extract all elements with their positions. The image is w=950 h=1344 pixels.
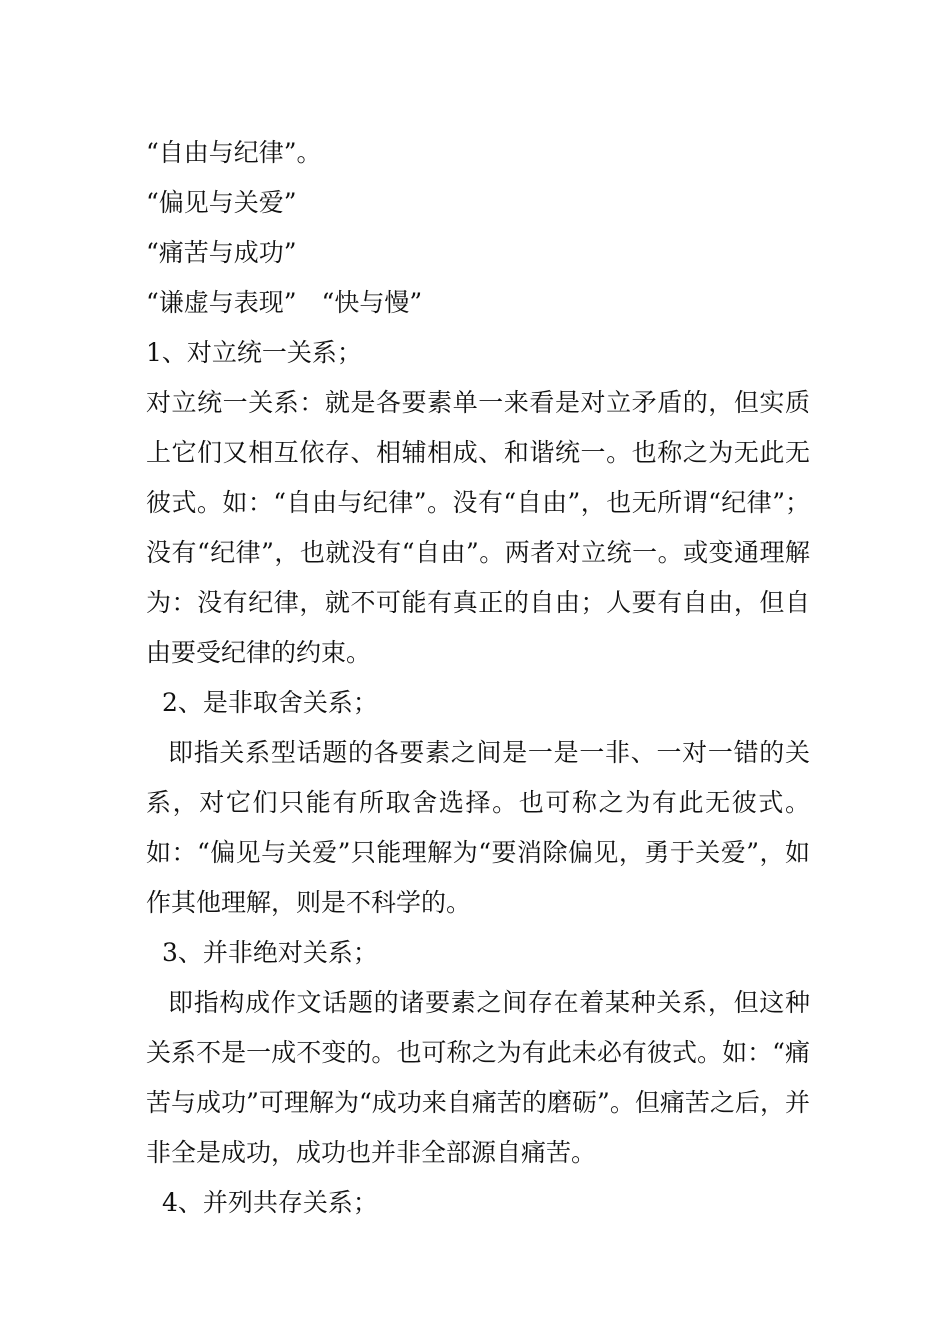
topic-line-1: “自由与纪律”。 <box>146 138 322 167</box>
section-heading-4: 4、并列共存关系； <box>162 1188 378 1217</box>
document-body <box>146 128 810 1228</box>
section-body-1: 对立统一关系：就是各要素单一来看是对立矛盾的，但实质上它们又相互依存、相辅相成、和谐统一。也称之为无此无彼式。如：“自由与纪律”。没有“自由”，也无所谓“纪律”；没有“纪律”，也就没有“自由”。两者对立统一。或变通理解为：没有纪律，就不可能有真正的自由；人要有自由，但自由要受纪律的约束。 <box>146 388 810 667</box>
topic-line-4: “谦虚与表现” “快与慢” <box>146 288 423 317</box>
section-body-3: 即指构成作文话题的诸要素之间存在着某种关系，但这种关系不是一成不变的。也可称之为有此未必有彼式。如：“痛苦与成功”可理解为“成功来自痛苦的磨砺”。但痛苦之后，并非全是成功，成功也并非全部源自痛苦。 <box>146 988 810 1167</box>
section-body-2: 即指关系型话题的各要素之间是一是一非、一对一错的关系，对它们只能有所取舍选择。也可称之为有此无彼式。如：“偏见与关爱”只能理解为“要消除偏见，勇于关爱”，如作其他理解，则是不科学的。 <box>146 738 810 917</box>
section-heading-2: 2、是非取舍关系； <box>162 688 378 717</box>
topic-line-2: “偏见与关爱” <box>146 188 297 217</box>
section-heading-1: 1、对立统一关系； <box>146 338 362 367</box>
topic-line-3: “痛苦与成功” <box>146 238 297 267</box>
section-heading-3: 3、并非绝对关系； <box>162 938 378 967</box>
